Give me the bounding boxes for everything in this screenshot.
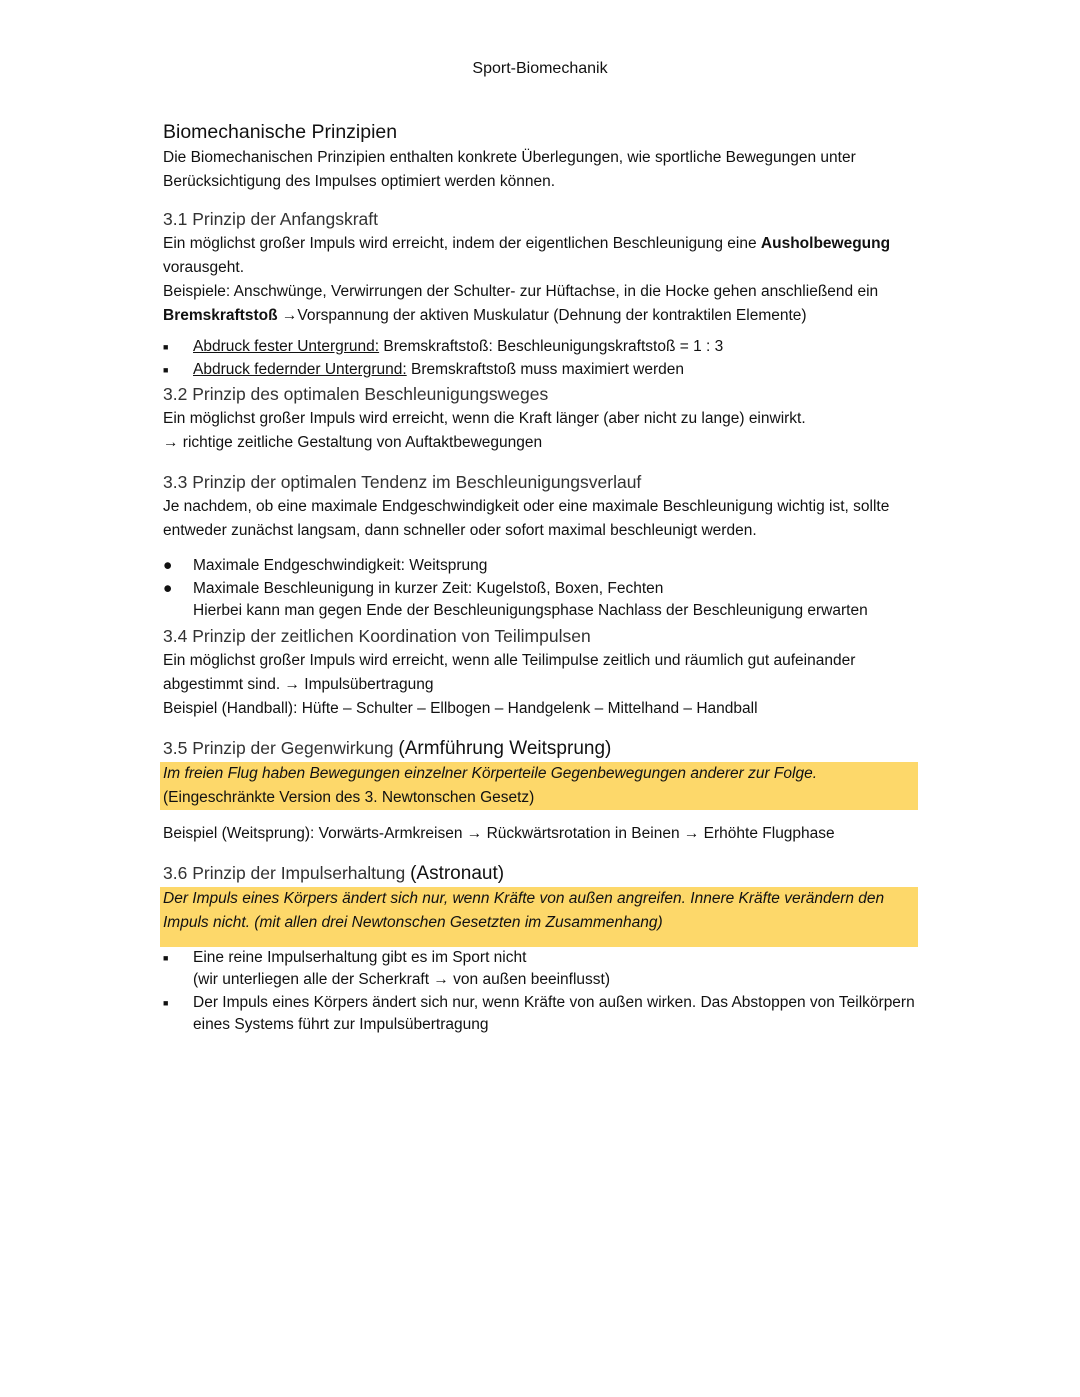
- section-3-2-paragraph-2: → richtige zeitliche Gestaltung von Auftaktbewegungen: [163, 434, 543, 451]
- list-item-text: Bremskraftstoß: Beschleunigungskraftstoß = 1 : 3: [379, 338, 724, 355]
- list-item-label: Abdruck fester Untergrund:: [193, 338, 380, 355]
- bullet-marker: ■: [163, 952, 169, 963]
- section-3-1-paragraph-2: [163, 280, 923, 328]
- list-item: [163, 336, 923, 359]
- highlight-box-3-5: [160, 762, 918, 810]
- section-3-2-heading: 3.2 Prinzip des optimalen Beschleunigungsweges: [163, 384, 549, 404]
- list-item-text: Maximale Beschleunigung in kurzer Zeit: Kugelstoß, Boxen, Fechten: [193, 579, 664, 597]
- text-run: vorausgeht.: [163, 259, 244, 276]
- intro-text: Die Biomechanischen Prinzipien enthalten konkrete Überlegungen, wie sportliche Bewegungen unter Berücksichtigung des Impulses optimiert werden können.: [163, 149, 856, 190]
- text-run: Beispiele: Anschwünge, Verwirrungen der Schulter- zur Hüftachse, in die Hocke gehen anschließend ein: [163, 283, 879, 300]
- bold-term-ausholbewegung: Ausholbewegung: [760, 235, 891, 252]
- text-run: →Vorspannung der aktiven Muskulatur (Dehnung der kontraktilen Elemente): [277, 307, 807, 324]
- section-3-3-paragraph: Je nachdem, ob eine maximale Endgeschwindigkeit oder eine maximale Beschleunigung wichtig ist, sollte entweder zunächst langsam, dann schneller oder sofort maximal beschleunigt werden.: [163, 498, 890, 539]
- list-item: [163, 359, 923, 382]
- list-item: [163, 947, 923, 992]
- heading-text: 3.5 Prinzip der Gegenwirkung: [163, 737, 399, 758]
- page-header: Sport-Biomechanik: [472, 60, 608, 77]
- section-3-6-heading: [163, 860, 923, 887]
- section-3-5-heading: [163, 735, 923, 762]
- text-run: Ein möglichst großer Impuls wird erreicht, indem der eigentlichen Beschleunigung eine: [163, 235, 761, 252]
- highlight-italic-text: Der Impuls eines Körpers ändert sich nur, wenn Kräfte von außen angreifen. Innere Kräfte verändern den Impuls nicht. (mit allen drei Newtonschen Gesetzten im Zusammenhang): [163, 889, 885, 931]
- bullet-marker: ●: [163, 579, 173, 597]
- section-3-5-example: Beispiel (Weitsprung): Vorwärts-Armkreisen → Rückwärtsrotation in Beinen → Erhöhte Flugphase: [163, 824, 835, 842]
- main-heading: Biomechanische Prinzipien: [163, 121, 398, 143]
- highlight-box-3-6: [160, 887, 918, 947]
- bold-term-bremskraftstoss: Bremskraftstoß: [163, 307, 278, 324]
- section-3-3-heading: 3.3 Prinzip der optimalen Tendenz im Beschleunigungsverlauf: [163, 472, 642, 492]
- list-item-continuation: (wir unterliegen alle der Scherkraft → von außen beeinflusst): [193, 971, 610, 988]
- section-3-4-paragraph-1: Ein möglichst großer Impuls wird erreicht, wenn alle Teilimpulse zeitlich und räumlich gut aufeinander abgestimmt sind. → Impulsübertragung: [163, 651, 856, 693]
- section-3-4-heading: 3.4 Prinzip der zeitlichen Koordination von Teilimpulsen: [163, 625, 591, 646]
- bullet-marker: ■: [163, 364, 169, 375]
- section-3-4-paragraph-2: Beispiel (Handball): Hüfte – Schulter – Ellbogen – Handgelenk – Mittelhand – Handball: [163, 699, 758, 717]
- section-3-6-list: [163, 947, 923, 1037]
- list-item-text: Eine reine Impulserhaltung gibt es im Sport nicht: [193, 948, 527, 966]
- list-item-continuation: Hierbei kann man gegen Ende der Beschleunigungsphase Nachlass der Beschleunigung erwarten: [193, 602, 868, 619]
- section-3-2-paragraph-1: Ein möglichst großer Impuls wird erreicht, wenn die Kraft länger (aber nicht zu lange) einwirkt.: [163, 410, 806, 427]
- heading-text: 3.6 Prinzip der Impulserhaltung: [163, 862, 411, 883]
- section-3-1-list: [163, 336, 923, 381]
- list-item: [163, 578, 923, 623]
- list-item-text: Bremskraftstoß muss maximiert werden: [406, 360, 685, 378]
- section-3-1-heading: 3.1 Prinzip der Anfangskraft: [163, 209, 378, 229]
- section-3-1-paragraph-1: [163, 232, 923, 280]
- bullet-marker: ■: [163, 997, 169, 1008]
- bullet-marker: ●: [163, 557, 173, 574]
- list-item-text: Maximale Endgeschwindigkeit: Weitsprung: [193, 557, 488, 574]
- list-item-text: Der Impuls eines Körpers ändert sich nur, wenn Kräfte von außen wirken. Das Abstoppen von Teilkörpern eines Systems führt zur Impulsübertragung: [193, 993, 915, 1033]
- list-item: [163, 992, 923, 1037]
- section-3-3-list: [163, 555, 923, 623]
- highlight-italic-text: Im freien Flug haben Bewegungen einzelner Körperteile Gegenbewegungen anderer zur Folge.: [163, 764, 818, 782]
- bullet-marker: ■: [163, 342, 169, 352]
- document-body: [163, 118, 923, 1037]
- highlight-normal-text: (Eingeschränkte Version des 3. Newtonschen Gesetz): [163, 788, 535, 806]
- list-item-label: Abdruck federnder Untergrund:: [193, 360, 407, 378]
- heading-extra: (Armführung Weitsprung): [398, 737, 612, 759]
- list-item: [163, 555, 923, 578]
- heading-extra: (Astronaut): [410, 862, 505, 884]
